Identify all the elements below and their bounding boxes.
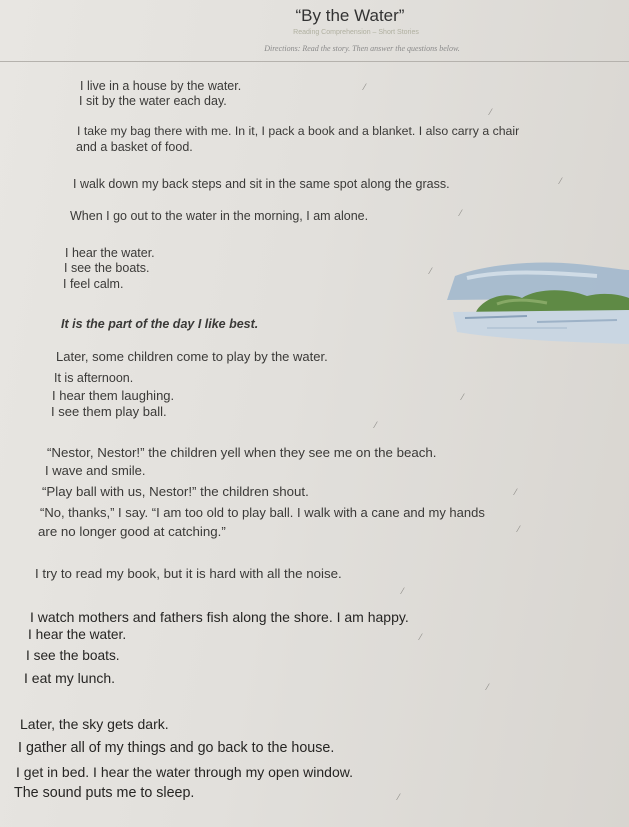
story-line: I see them play ball. (51, 404, 167, 419)
story-line: Later, some children come to play by the water. (56, 349, 328, 364)
story-line: I try to read my book, but it is hard with all the noise. (35, 566, 342, 581)
story-line: “No, thanks,” I say. “I am too old to play ball. I walk with a cane and my hands (40, 505, 485, 520)
story-line: I wave and smile. (45, 463, 146, 478)
story-line: I get in bed. I hear the water through my open window. (16, 764, 353, 780)
story-line: The sound puts me to sleep. (14, 785, 195, 801)
story-line: It is afternoon. (54, 371, 134, 385)
pencil-mark: ⁄ (462, 392, 464, 402)
story-line-emphasis: It is the part of the day I like best. (61, 317, 259, 331)
pencil-mark: ⁄ (487, 682, 489, 692)
worksheet-subtitle: Reading Comprehension – Short Stories (293, 29, 419, 36)
story-line: “Play ball with us, Nestor!” the children shout. (42, 484, 309, 499)
header-divider (0, 61, 629, 62)
story-line: I watch mothers and fathers fish along the shore. I am happy. (30, 609, 409, 625)
pencil-mark: ⁄ (515, 487, 517, 497)
story-title: “By the Water” (295, 6, 405, 25)
story-line: When I go out to the water in the morning, I am alone. (70, 209, 369, 223)
pencil-mark: ⁄ (518, 524, 520, 534)
story-line: I eat my lunch. (24, 670, 116, 686)
story-line: I live in a house by the water. (80, 79, 242, 93)
story-line: I hear the water. (65, 246, 155, 260)
pencil-mark: ⁄ (364, 82, 366, 92)
directions-text: Directions: Read the story. Then answer the questions below. (264, 44, 460, 53)
story-line: “Nestor, Nestor!” the children yell when they see me on the beach. (47, 445, 437, 460)
pencil-mark: ⁄ (560, 176, 562, 186)
story-line: I feel calm. (63, 277, 124, 291)
story-line: I gather all of my things and go back to the house. (18, 740, 335, 756)
pencil-mark: ⁄ (375, 420, 377, 430)
story-line: and a basket of food. (76, 140, 193, 154)
pencil-mark: ⁄ (402, 586, 404, 596)
story-line: I hear them laughing. (52, 388, 175, 403)
story-line: I see the boats. (26, 648, 120, 663)
story-line: are no longer good at catching.” (38, 524, 226, 539)
pencil-mark: ⁄ (460, 208, 462, 218)
story-line: I walk down my back steps and sit in the same spot along the grass. (73, 177, 450, 191)
story-line: Later, the sky gets dark. (20, 716, 169, 732)
story-line: I sit by the water each day. (79, 94, 227, 108)
pencil-mark: ⁄ (398, 792, 400, 802)
pencil-mark: ⁄ (490, 107, 492, 117)
story-line: I see the boats. (64, 261, 150, 275)
lake-trees-illustration (447, 258, 629, 344)
pencil-mark: ⁄ (430, 266, 432, 276)
pencil-mark: ⁄ (420, 632, 422, 642)
story-line: I take my bag there with me. In it, I pack a book and a blanket. I also carry a chair (77, 124, 520, 138)
story-line: I hear the water. (28, 627, 127, 642)
